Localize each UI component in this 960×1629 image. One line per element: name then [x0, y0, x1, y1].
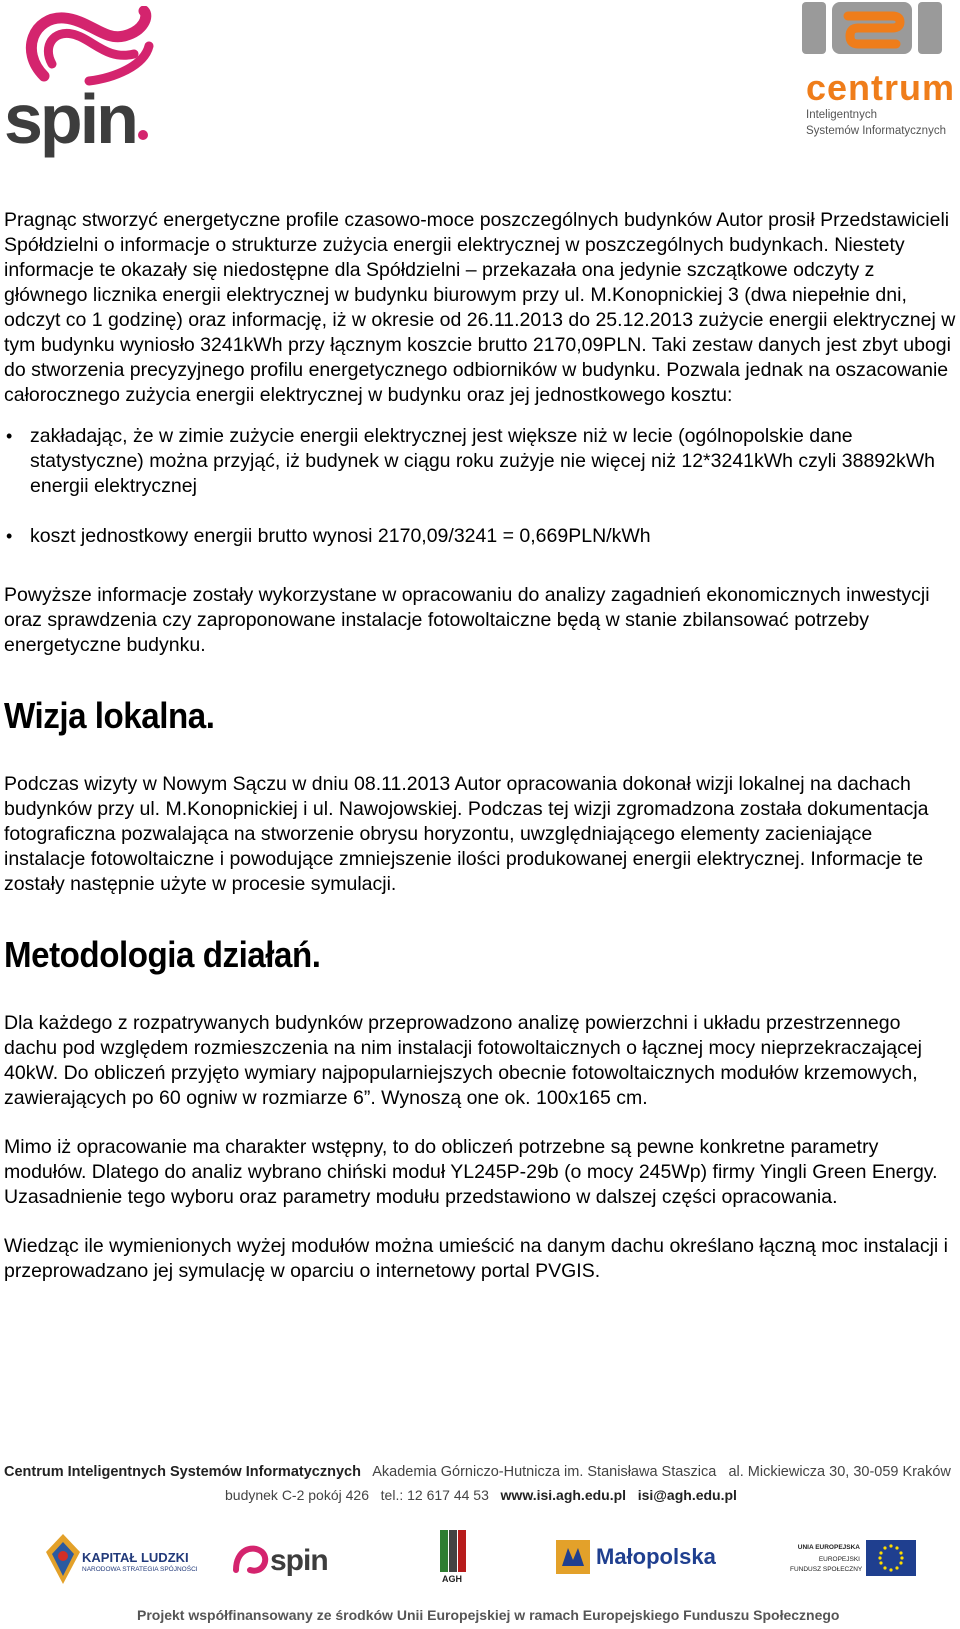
bullet-list	[4, 424, 956, 549]
spin-swirl-icon	[4, 6, 154, 86]
bullet-item: • koszt jednostkowy energii brutto wynosi 2170,09/3241 = 0,669PLN/kWh	[4, 524, 956, 549]
spin-logo-text: spin	[4, 80, 136, 158]
malopolska-logo	[556, 1530, 726, 1590]
eu-text-3: FUNDUSZ SPOŁECZNY	[790, 1566, 863, 1573]
footer-cofinancing-note: Projekt współfinansowany ze środków Unii Europejskiej w ramach Europejskiego Funduszu Społecznego	[137, 1607, 840, 1623]
heading-metodologia: Metodologia działań.	[4, 934, 321, 975]
footer-address: al. Mickiewicza 30, 30-059 Kraków	[728, 1464, 951, 1480]
footer-email-link[interactable]: isi@agh.edu.pl	[637, 1487, 737, 1503]
paragraph-intro: Pragnąc stworzyć energetyczne profile czasowo-moce poszczególnych budynków Autor prosił Przedstawicieli Spółdzielni o informacje o strukturze zużycia energii elektrycznej w poszczególnych budynkach. Niestety informacje te okazały się niedostępne dla Spółdzielni – przekazała ona jedynie szczątkowe odczyty z głównego licznika energii elektrycznej w budynku biurowym przy ul. M.Konopnickiej 3 (dwa niepełnie dni, odczyt co 1 godzinę) oraz informację, iż w okresie od 26.11.2013 do 25.12.2013 zużycie energii elektrycznej w tym budynku wyniosło 3241kWh przy łącznym koszcie brutto 2170,09PLN. Taki zestaw danych jest zbyt ubogi do stworzenia precyzyjnego profilu energetycznego odbiorników w budynku. Pozwala jednak na oszacowanie całorocznego zużycia energii elektrycznej w budynku oraz jej jednostkowego kosztu:	[4, 209, 956, 406]
paragraph-wizja: Podczas wizyty w Nowym Sączu w dniu 08.11.2013 Autor opracowania dokonał wizji lokalnej na dachach budynków przy ul. M.Konopnickiej i ul. Nawojowskiej. Podczas tej wizji zgromadzona została dokumentacja fotograficzna pozwalająca na stworzenie obrysu horyzontu, uwzględniającego elementy zacieniające instalacje fotowoltaiczne i powodujące zmniejszenie ilości produkowanej energii elektrycznej. Informacje te zostały następnie użyte w procesie symulacji.	[4, 773, 929, 895]
footer-www-link[interactable]: www.isi.agh.edu.pl	[500, 1487, 627, 1503]
eu-text-1: UNIA EUROPEJSKA	[797, 1544, 860, 1551]
eu-efs-logo	[790, 1530, 920, 1590]
bullet-item: • zakładając, że w zimie zużycie energii elektrycznej jest większe niż w lecie (ogólnopolskie dane statystyczne) można przyjąć, iż budynek w ciągu roku zużyje nie więcej niż 12*3241kWh czyli 38892kWh energii elektrycznej	[4, 424, 956, 499]
footer-phone: tel.: 12 617 44 53	[380, 1487, 489, 1503]
footer-contact-line	[225, 1487, 737, 1503]
kapital-ludzki-logo	[46, 1530, 196, 1590]
agh-logo	[440, 1530, 470, 1590]
eu-flag-icon	[866, 1540, 916, 1576]
agh-text: AGH	[442, 1574, 462, 1584]
footer-academy: Akademia Górniczo-Hutnicza im. Stanisława Staszica	[372, 1464, 717, 1480]
centrum-logo-text: centrum	[806, 67, 956, 108]
footer-spin-text: spin	[270, 1544, 328, 1577]
heading-wizja-lokalna: Wizja lokalna.	[4, 695, 215, 736]
document-body	[4, 208, 956, 1284]
paragraph-metodologia-2: Mimo iż opracowanie ma charakter wstępny, to do obliczeń potrzebne są pewne konkretne parametry modułów. Dlatego do analiz wybrano chiński moduł YL245P-29b (o mocy 245Wp) firmy Yingli Green Energy. Uzasadnienie tego wyboru oraz parametry modułu przedstawiono w dalszej części opracowania.	[4, 1136, 938, 1208]
malopolska-emblem-icon	[556, 1540, 590, 1574]
footer-spin-logo	[230, 1530, 360, 1590]
centrum-logo-sub1: Inteligentnych	[806, 109, 877, 121]
kapital-ludzki-sub: NARODOWA STRATEGIA SPÓJNOŚCI	[82, 1566, 198, 1573]
isi-centrum-logo	[800, 0, 960, 145]
paragraph-summary: Powyższe informacje zostały wykorzystane w opracowaniu do analizy zagadnień ekonomicznych inwestycji oraz sprawdzenia czy zaproponowane instalacje fotowoltaiczne będą w stanie zbilansować potrzeby energetyczne budynku.	[4, 584, 930, 656]
malopolska-text: Małopolska	[596, 1544, 716, 1569]
footer-centrum-name: Centrum Inteligentnych Systemów Informatycznych	[4, 1464, 361, 1480]
eu-text-2: EUROPEJSKI	[818, 1556, 860, 1563]
paragraph-metodologia-3: Wiedząc ile wymienionych wyżej modułów można umieścić na danym dachu określano łączną moc instalacji i przeprowadzano jej symulację w oparciu o internetowy portal PVGIS.	[4, 1235, 948, 1282]
paragraph-metodologia-1: Dla każdego z rozpatrywanych budynków przeprowadzono analizę powierzchni i układu przestrzennego dachu pod względem rozmieszczenia na nim instalacji fotowoltaicznych o łącznej mocy nieprzekraczającej 40kW. Do obliczeń przyjęto wymiary najpopularniejszych obecnie fotowoltaicznych modułów krzemowych, zawierających po 60 ogniw w rozmiarze 6”. Wynoszą one ok. 100x165 cm.	[4, 1012, 923, 1109]
isi-letters-icon	[800, 0, 960, 60]
spin-dot-icon	[138, 130, 148, 140]
kapital-ludzki-icon	[46, 1534, 80, 1584]
centrum-logo-sub2: Systemów Informatycznych	[806, 125, 946, 137]
footer-room: budynek C-2 pokój 426	[225, 1487, 369, 1503]
footer-spin-swirl-icon	[232, 1540, 272, 1580]
footer-address-line	[4, 1464, 951, 1480]
page-footer	[0, 1462, 960, 1629]
agh-emblem-icon	[440, 1530, 466, 1572]
spin-logo	[4, 6, 154, 158]
kapital-ludzki-title: KAPITAŁ LUDZKI	[82, 1550, 189, 1565]
